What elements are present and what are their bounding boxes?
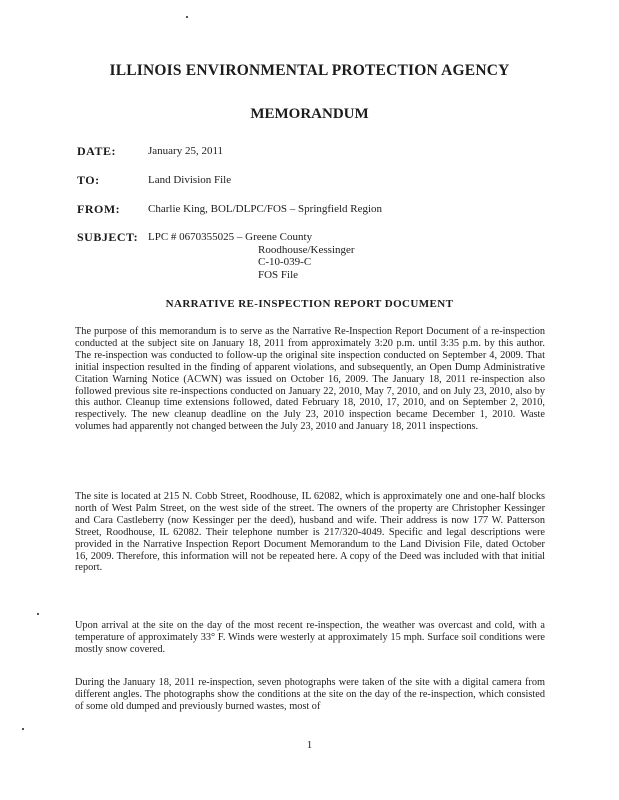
paragraph-photographs: During the January 18, 2011 re-inspection, seven photographs were taken of the site with a digital camera from different angles. The photographs show the conditions at the site on the day of the re-inspection, which consisted of some old dumped and previously burned wastes, most of [75,677,545,712]
subject-line-case: C-10-039-C [258,256,312,268]
date-value: January 25, 2011 [148,145,224,157]
date-label: DATE: [77,144,116,158]
document-type: MEMORANDUM [250,106,369,122]
to-value: Land Division File [148,174,232,186]
report-title: NARRATIVE RE-INSPECTION REPORT DOCUMENT [165,298,454,310]
scan-speck-top [186,16,188,18]
subject-block [148,231,355,281]
paragraph-weather: Upon arrival at the site on the day of the most recent re-inspection, the weather was overcast and cold, with a temperature of approximately 33° F. Winds were westerly at approximately 15 mph. Surface soil conditions were mostly snow covered. [75,620,545,655]
agency-name: ILLINOIS ENVIRONMENTAL PROTECTION AGENCY [109,62,510,79]
paragraph-purpose: The purpose of this memorandum is to serve as the Narrative Re-Inspection Report Document of a re-inspection conducted at the subject site on January 18, 2011 from approximately 3:20 p.m. until 3:35 p.m. by this author. The re-inspection was conducted to follow-up the original site inspection conducted on September 4, 2009. That initial inspection resulted in the finding of apparent violations, and subsequently, an Open Dump Administrative Citation Warning Notice (ACWN) was issued on October 16, 2009. The January 18, 2011 re-inspection also followed previous site re-inspections conducted on January 22, 2010, May 7, 2010, and on July 23, 2010, also by this author. Cleanup time extensions followed, dated February 18, 2010, 17, 2010, and on September 2, 2010, respectively. The new cleanup deadline on the July 23, 2010 inspection became December 1, 2010. Waste volumes had apparently not changed between the July 23, 2010 and January 18, 2011 inspections. [75,326,545,433]
subject-line-site: Roodhouse/Kessinger [258,243,355,256]
to-label: TO: [77,173,100,187]
from-label: FROM: [77,202,121,216]
paragraph-location: The site is located at 215 N. Cobb Street, Roodhouse, IL 62082, which is approximately one and one-half blocks north of West Palm Street, on the west side of the street. The owners of the property are Christopher Kessinger and Cara Castleberry (now Kessinger per the deed), husband and wife. Their address is now 177 W. Patterson Street, Roodhouse, IL 62082. Their telephone number is 217/320-4049. Specific and legal descriptions were provided in the Narrative Inspection Report Document Memorandum to the Land Division File, dated October 16, 2009. Therefore, this information will not be repeated here. A copy of the Deed was included with that initial report. [75,491,545,574]
subject-label: SUBJECT: [77,230,139,244]
from-value: Charlie King, BOL/DLPC/FOS – Springfield Region [148,203,383,215]
subject-line-file: FOS File [258,268,299,281]
scan-speck-left [37,613,39,615]
subject-line-lpc: LPC # 0670355025 – Greene County [148,231,313,243]
page-number: 1 [306,739,313,751]
scan-speck-bottom [22,728,24,730]
